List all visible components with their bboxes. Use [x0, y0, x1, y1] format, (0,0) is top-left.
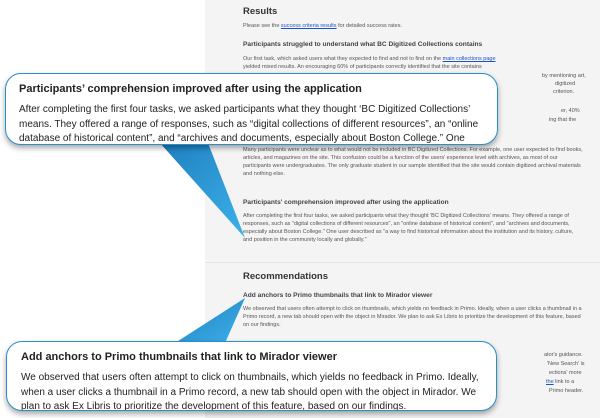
callout-pointer-bottom: [175, 298, 245, 343]
callout-anchors-title: Add anchors to Primo thumbnails that link to Mirador viewer: [21, 351, 337, 363]
inline-link[interactable]: the: [546, 379, 554, 385]
recommendations-heading: Recommendations: [243, 271, 328, 282]
callout-comprehension-title: Participants’ comprehension improved after using the application: [19, 83, 362, 95]
text-fragment: by mentioning art,: [542, 73, 586, 79]
text-fragment: ing that the: [549, 117, 577, 123]
text-fragment: Primo header.: [549, 388, 584, 394]
callout-pointer-top: [160, 143, 245, 238]
text-fragment: digitized: [555, 81, 576, 87]
callout-anchors: [6, 341, 497, 411]
section-heading-struggled: Participants struggled to understand what BC Digitized Collections contains: [243, 41, 483, 48]
callout-comprehension-body: After completing the first four tasks, we asked participants what they thought ‘BC Digitized Collections’ means. They offered a range of responses, such as “digital collections of different resources”, an “online database of historical content”, and “archives and documents, especially about Boston College.” One: [19, 104, 479, 144]
main-collections-page-link[interactable]: main collections page: [442, 56, 496, 62]
success-criteria-link[interactable]: success criteria results: [280, 23, 337, 29]
section-heading-comprehension: Participants' comprehension improved after using the application: [243, 199, 449, 206]
text-fragment-end: link to a: [553, 379, 575, 385]
recommendation-heading-anchors: Add anchors to Primo thumbnails that link to Mirador viewer: [243, 292, 433, 299]
section-struggled-line2: yielded mixed results. An encouraging 60% of participants correctly identified that the site contains: [243, 64, 482, 70]
text-fragment: er, 40%: [561, 108, 580, 114]
text-fragment: ator's guidance.: [544, 352, 583, 358]
text-fragment: ections' more: [549, 370, 582, 376]
section-comprehension-paragraph: After completing the first four tasks, we asked participants what they thought 'BC Digitized Collections' means. They offered a range of responses, such as "digital collections of different resources", an "online database of historical content", and "archives and documents, especially about Boston College." One user described as "a way to find historical information about the institution and its history, culture, and position in the community locally and globally.": [243, 213, 574, 243]
text-fragment: criterion.: [553, 89, 575, 95]
results-intro-text: Please see the: [243, 23, 281, 29]
section-unclear-paragraph: Many participants were unclear as to what would not be included in BC Digitized Collections. For example, one user expected to find books, articles, and magazines on the site. This confusion could be a function of the users' experience level with archives, as most of our participants were undergraduates. The only graduate student in our sample identified that the site would contain digitized archival materials and nothing else.: [243, 147, 583, 177]
section-struggled-text: Our first task, which asked users what they expected to find and not to find on the: [243, 56, 443, 62]
callout-anchors-body: We observed that users often attempt to click on thumbnails, which yields no feedback in Primo. Ideally, when a user clicks a thumbnail in a Primo record, a new tab should open with the object in Mirador. We plan to ask Ex Libris to prioritize the development of this feature, based on our findings.: [21, 372, 479, 411]
results-heading: Results: [243, 6, 278, 17]
callout-comprehension: [5, 73, 498, 145]
results-intro-text-end: for detailed success rates.: [336, 23, 402, 29]
recommendation-anchors-paragraph: We observed that users often attempt to click on thumbnails, which yields no feedback in Primo. Ideally, when a user clicks a thumbnail in a Primo record, a new tab should open with the object in Mirador. We plan to ask Ex Libris to prioritize the development of this feature, based on our findings.: [243, 306, 582, 328]
text-fragment: 'New Search' is: [547, 361, 585, 367]
